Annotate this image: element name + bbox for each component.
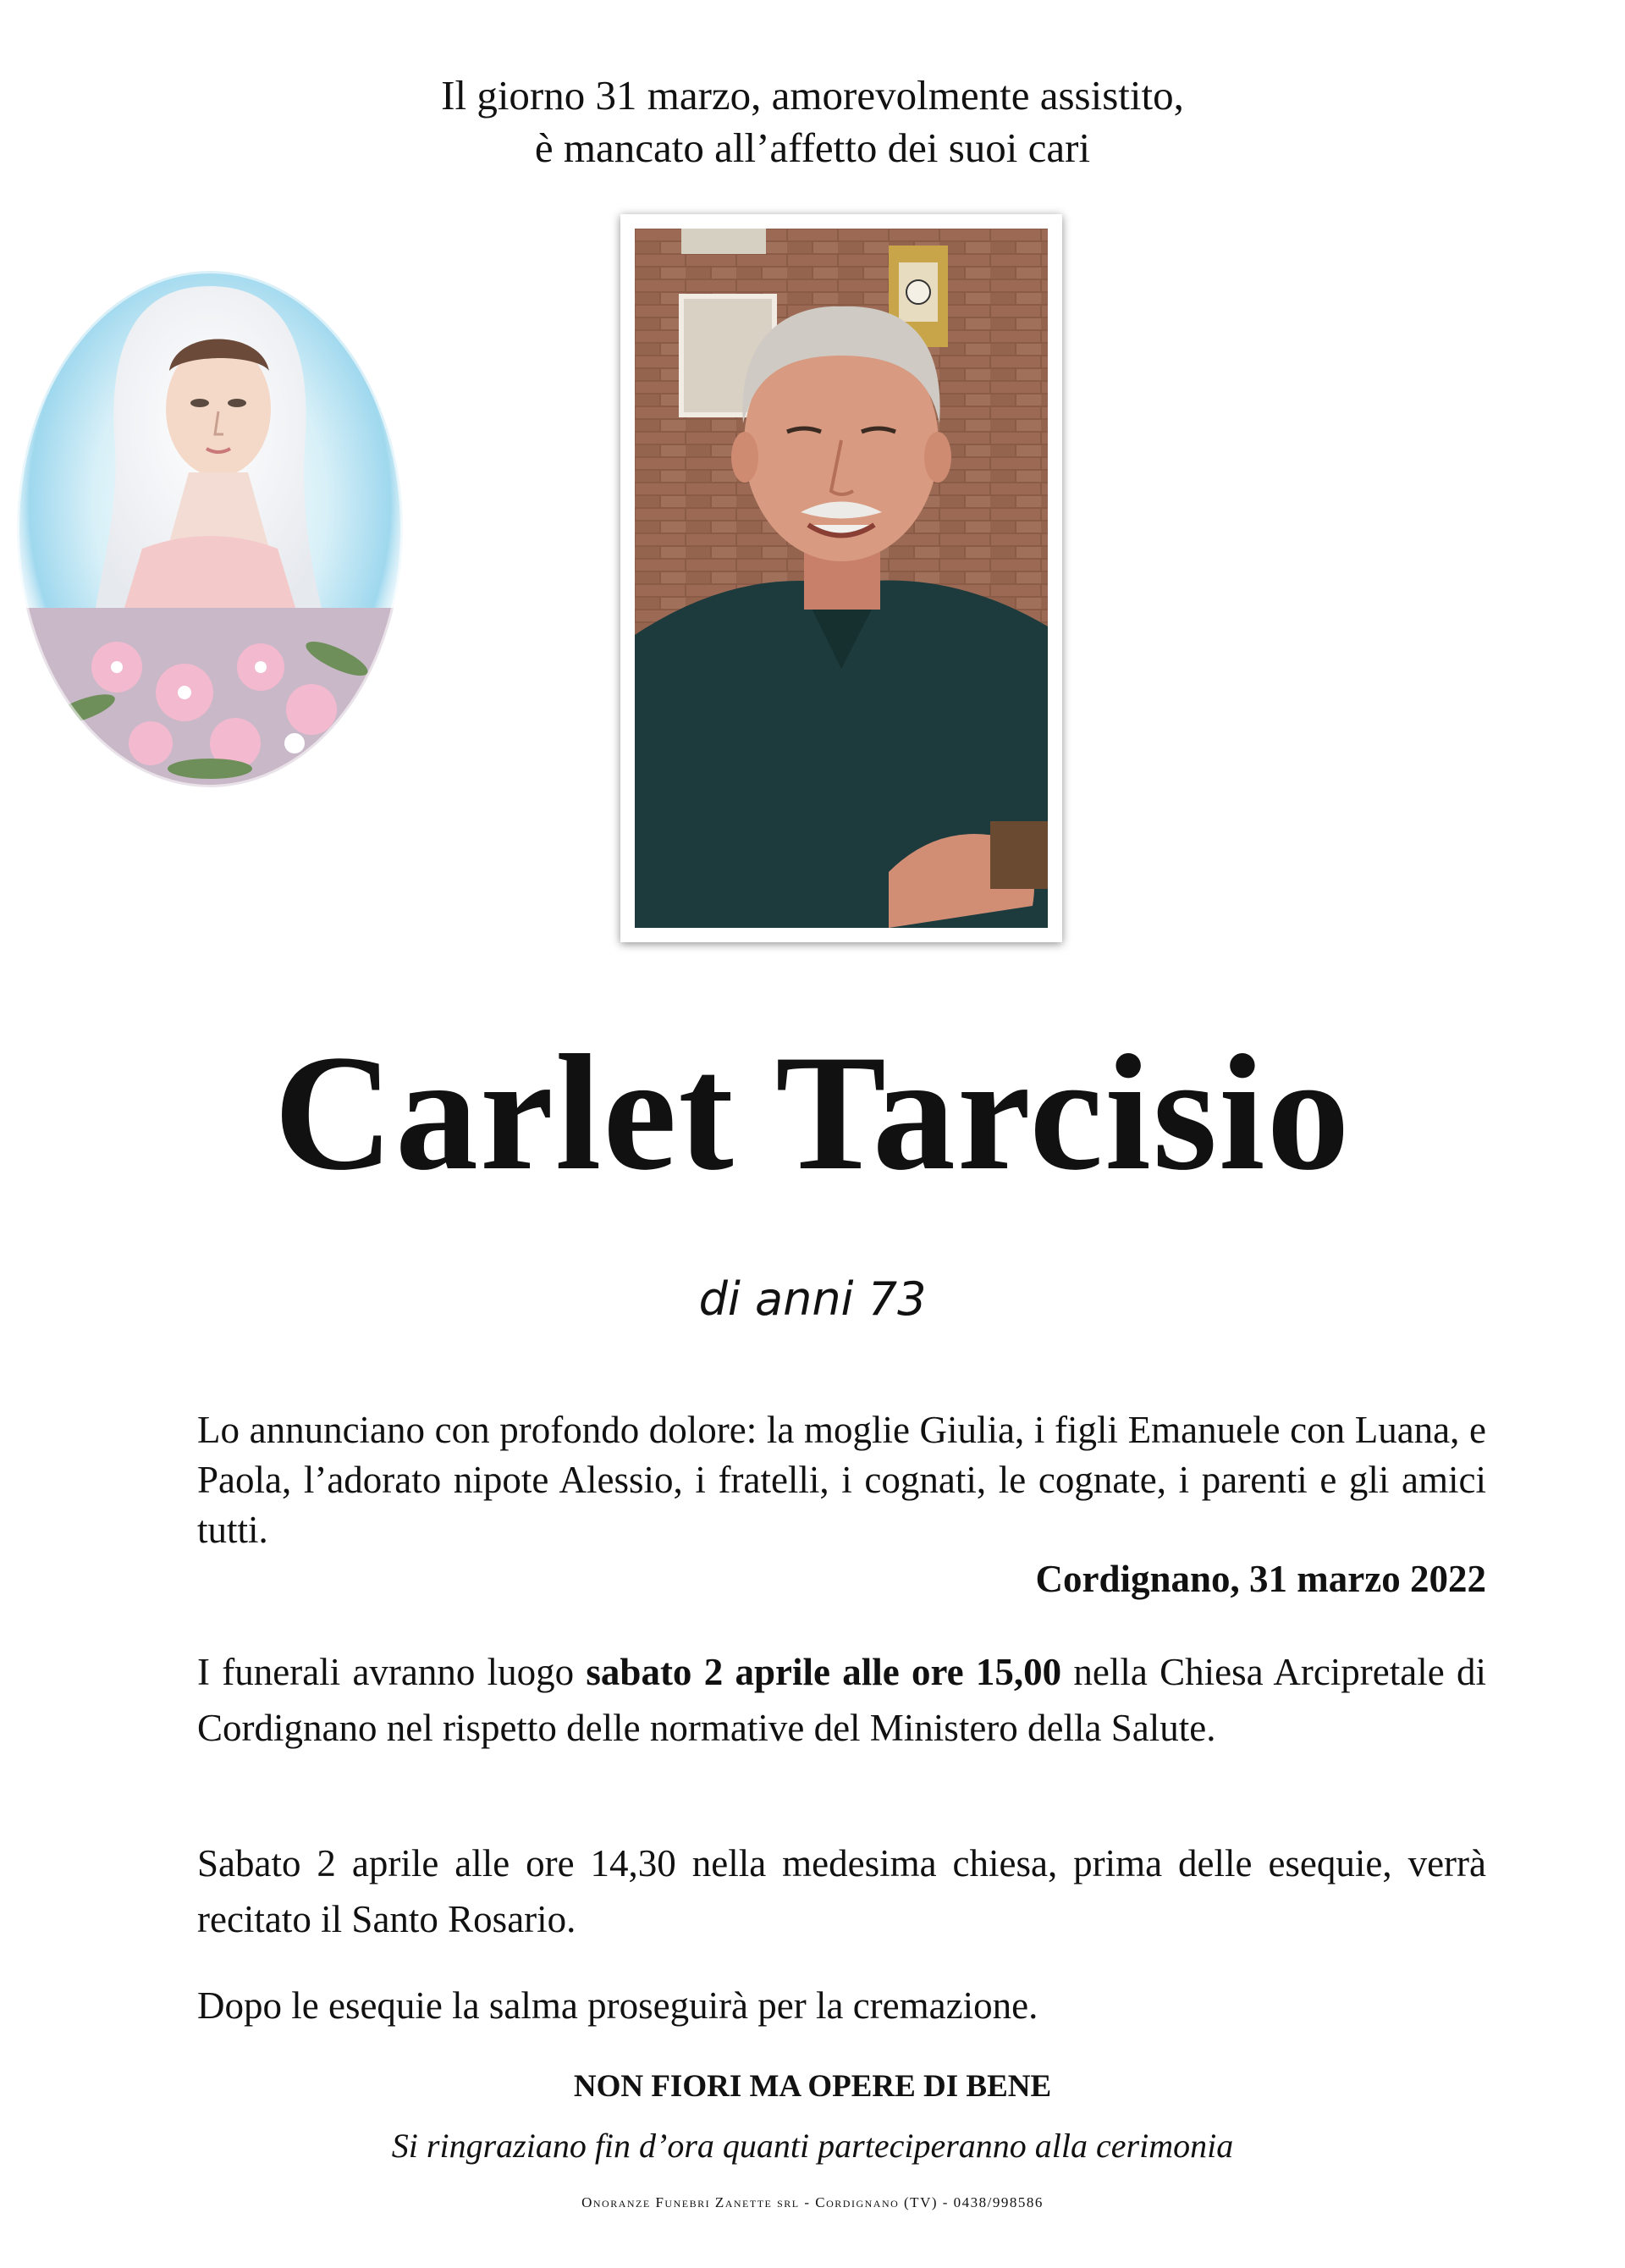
intro-line-1: Il giorno 31 marzo, amorevolmente assistito, [441,72,1184,119]
deceased-name: Carlet Tarcisio [273,1021,1352,1205]
place-date: Cordignano, 31 marzo 2022 [1035,1558,1486,1600]
funeral-text-after: nella Chiesa Arcipretale di Cordignano nel rispetto delle normative del Ministero della Salute. [197,1651,1486,1749]
portrait-photo [635,229,1048,928]
rosary-paragraph: Sabato 2 aprile alle ore 14,30 nella medesima chiesa, prima delle esequie, verrà recitato il Santo Rosario. [197,1842,1486,1940]
cremation-paragraph: Dopo le esequie la salma proseguirà per la cremazione. [197,1984,1038,2027]
thanks-line: Si ringraziano fin d’ora quanti parteciperanno alla cerimonia [391,2127,1234,2165]
deceased-age: di anni 73 [698,1272,927,1326]
announcement-paragraph: Lo annunciano con profondo dolore: la moglie Giulia, i figli Emanuele con Luana, e Paola, l’adorato nipote Alessio, i fratelli, i cognati, le cognate, i parenti e gli amici tutti. [197,1409,1486,1551]
funeral-text-before: I funerali avranno luogo [197,1651,587,1693]
madonna-image [15,269,405,790]
funeral-paragraph [197,1644,1486,1756]
non-fiori-notice: NON FIORI MA OPERE DI BENE [573,2069,1052,2104]
intro-text [0,69,1625,174]
portrait-frame [620,214,1062,942]
funeral-date-time: sabato 2 aprile alle ore 15,00 [586,1651,1062,1693]
funeral-home-text: Onoranze Funebri Zanette srl - Cordignano (TV) - 0438/998586 [581,2194,1044,2210]
intro-line-2: è mancato all’affetto dei suoi cari [534,124,1091,171]
funeral-home-footer [0,2193,1625,2213]
